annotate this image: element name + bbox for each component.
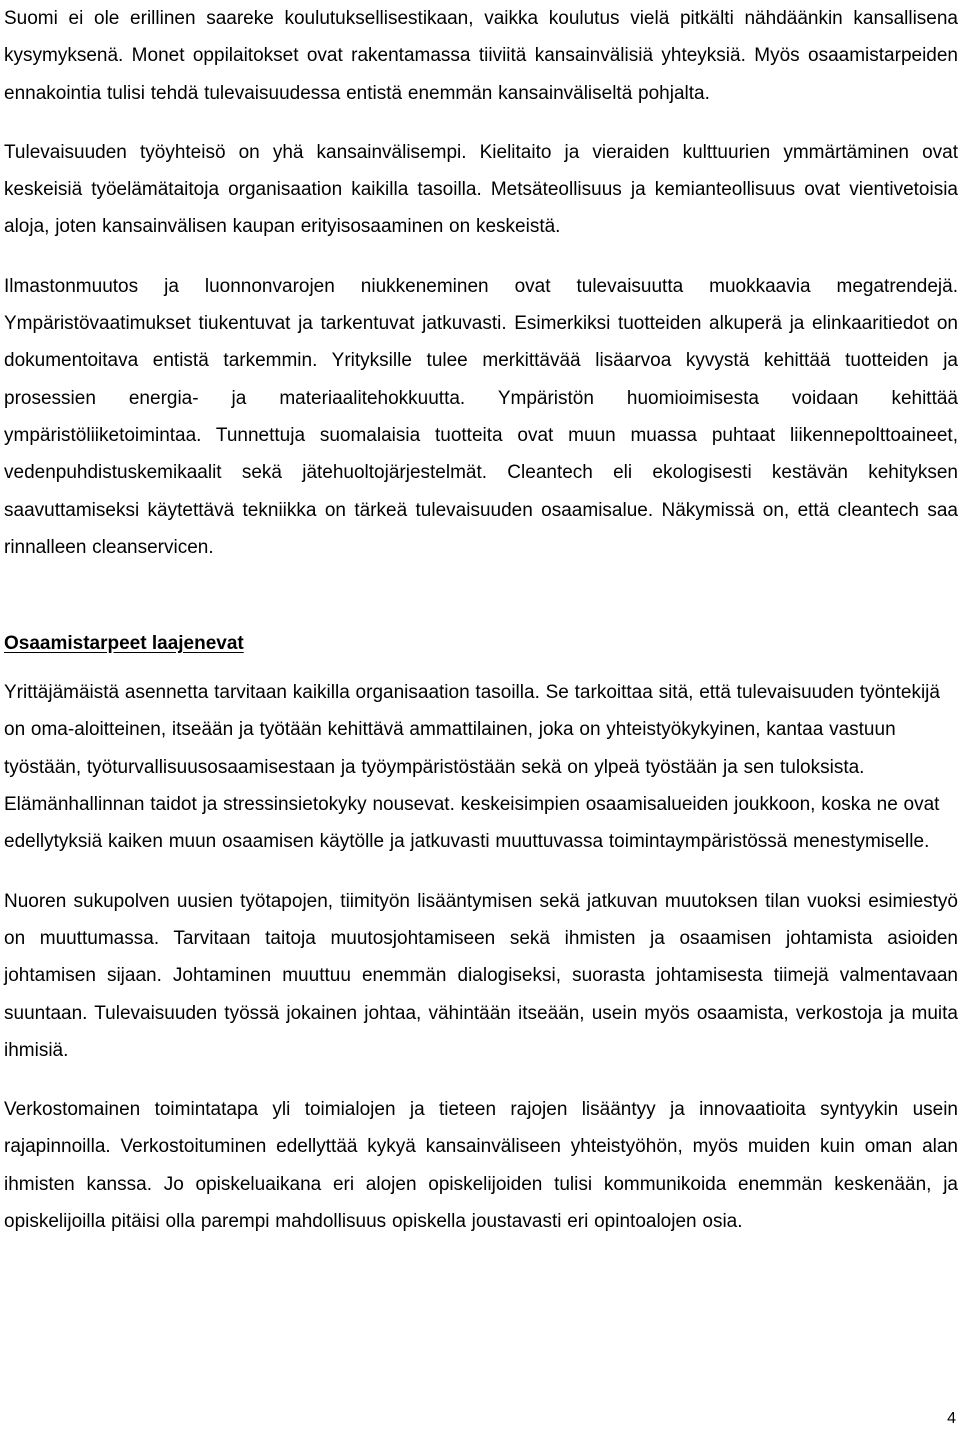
section-heading: Osaamistarpeet laajenevat <box>4 633 244 655</box>
paragraph-leadership: Nuoren sukupolven uusien työtapojen, tiimityön lisääntymisen sekä jatkuvan muutoksen tilan vuoksi esimiestyö on muuttumassa. Tarvitaan taitoja muutosjohtamiseen sekä ihmisten ja osaamisen johtamista asioiden johtamisen sijaan. Johtaminen muuttuu enemmän dialogiseksi, suorasta johtamisesta tiimejä valmentavaan suuntaan. Tulevaisuuden työssä jokainen johtaa, vähintään itseään, usein myös osaamista, verkostoja ja muita ihmisiä. <box>4 890 958 1061</box>
paragraph-international-work-community: Tulevaisuuden työyhteisö on yhä kansainvälisempi. Kielitaito ja vieraiden kulttuurien ymmärtäminen ovat keskeisiä työelämätaitoja organisaation kaikilla tasoilla. Metsäteollisuus ja kemianteollisuus ovat vientivetoisia aloja, joten kansainvälisen kaupan erityisosaaminen on keskeistä. <box>4 141 958 238</box>
paragraph-internationalization: Suomi ei ole erillinen saareke koulutuksellisestikaan, vaikka koulutus vielä pitkälti nähdäänkin kansallisena kysymyksenä. Monet oppilaitokset ovat rakentamassa tiiviitä kansainvälisiä yhteyksiä. Myös osaamistarpeiden ennakointia tulisi tehdä tulevaisuudessa entistä enemmän kansainväliseltä pohjalta. <box>4 8 958 104</box>
paragraph-climate-change: Ilmastonmuutos ja luonnonvarojen niukkeneminen ovat tulevaisuutta muokkaavia megatrendejä. Ympäristövaatimukset tiukentuvat ja tarkentuvat jatkuvasti. Esimerkiksi tuotteiden alkuperä ja elinkaaritiedot on dokumentoitava entistä tarkemmin. Yrityksille tulee merkittävää lisäarvoa kyvystä kehittää tuotteiden ja prosessien energia- ja materiaalitehokkuutta. Ympäristön huomioimisesta voidaan kehittää ympäristöliiketoimintaa. Tunnettuja suomalaisia tuotteita ovat muun muassa puhtaat liikennepolttoaineet, vedenpuhdistuskemikaalit sekä jätehuoltojärjestelmät. Cleantech eli ekologisesti kestävän kehityksen saavuttamiseksi käytettävä tekniikka on tärkeä tulevaisuuden osaamisalue. Näkymissä on, että cleantech saa rinnalleen cleanservicen. <box>4 275 958 558</box>
document-page <box>4 0 958 1240</box>
page-number: 4 <box>947 1410 956 1427</box>
paragraph-networking: Verkostomainen toimintatapa yli toimialojen ja tieteen rajojen lisääntyy ja innovaatioita syntyykin usein rajapinnoilla. Verkostoituminen edellyttää kykyä kansainväliseen yhteistyöhön, myös muiden kuin oman alan ihmisten kanssa. Jo opiskeluaikana eri alojen opiskelijoiden tulisi kommunikoida enemmän keskenään, ja opiskelijoilla pitäisi olla parempi mahdollisuus opiskella joustavasti eri opintoalojen osia. <box>4 1099 958 1233</box>
paragraph-entrepreneurial-attitude: Yrittäjämäistä asennetta tarvitaan kaikilla organisaation tasoilla. Se tarkoittaa sitä, että tulevaisuuden työntekijä on oma-aloitteinen, itseään ja työtään kehittävä ammattilainen, joka on yhteistyökykyinen, kantaa vastuun työstään, työturvallisuusosaamisestaan ja työympäristöstään sekä on ylpeä työstään ja sen tuloksista. Elämänhallinnan taidot ja stressinsietokyky nousevat. keskeisimpien osaamisalueiden joukkoon, koska ne ovat edellytyksiä kaiken muun osaamisen käytölle ja jatkuvasti muuttuvassa toimintaympäristössä menestymiselle. <box>4 682 940 853</box>
